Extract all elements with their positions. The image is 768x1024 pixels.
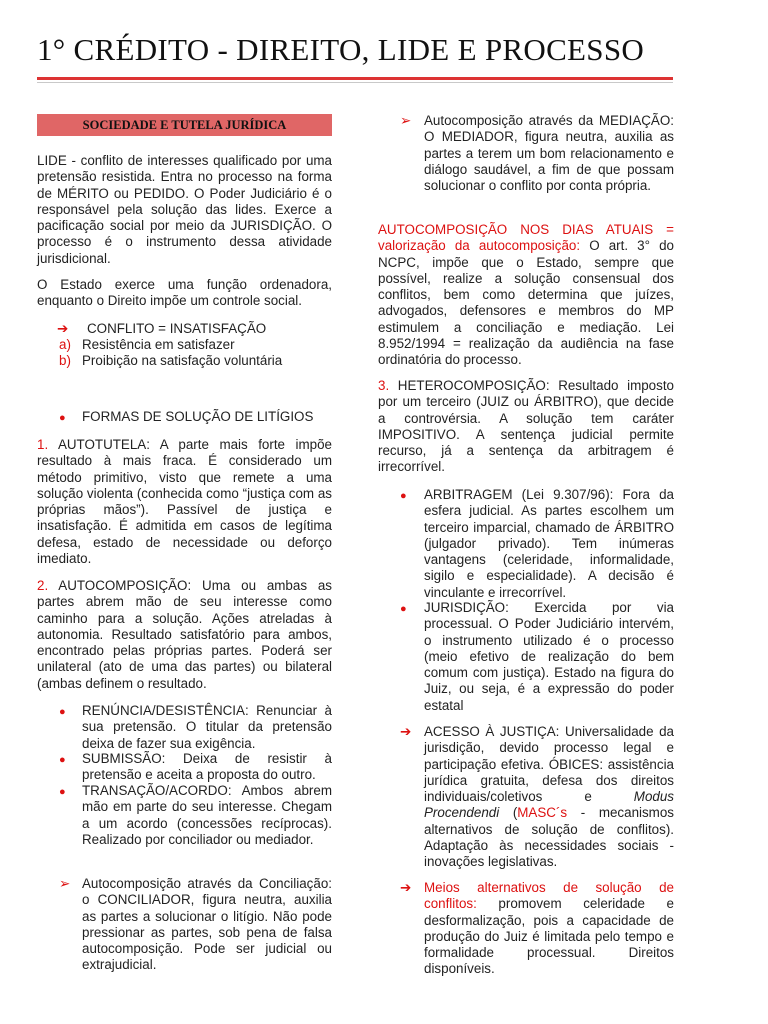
title-underline-red xyxy=(37,77,673,80)
estado-paragraph: O Estado exerce uma função ordenadora, enquanto o Direito impõe um controle social. xyxy=(37,277,332,309)
autocomposicao-atual-paragraph: AUTOCOMPOSIÇÃO NOS DIAS ATUAIS = valorização da autocomposição: O art. 3° do NCPC, impõe que o Estado, sempre que possível, realize a solução consensual dos conflitos, bem como determina que juízes, advogados, defensores e membros do MP estimulem a conciliação e mediação. Lei 8.952/1994 = realização da audiência na fase ordinatória do processo. xyxy=(378,222,674,368)
chevron-arrow-icon: ➢ xyxy=(59,876,71,891)
arrow-icon: ➔ xyxy=(400,880,412,895)
title-underline-gray xyxy=(37,82,673,83)
bullet-icon: ● xyxy=(400,490,407,502)
bullet-icon: ● xyxy=(59,412,66,424)
bullet-icon: ● xyxy=(59,786,66,798)
chevron-arrow-icon: ➢ xyxy=(400,113,412,128)
bullet-icon: ● xyxy=(59,706,66,718)
bullet-icon: ● xyxy=(400,603,407,615)
lide-paragraph: LIDE - conflito de interesses qualificado por uma pretensão resistida. Entra no processo na forma de MÉRITO ou PEDIDO. O Poder Judiciário é o responsável pela solução das lides. Exerce a pacificação social por meio da JURISDIÇÃO. O processo é o instrumento dessa atividade jurisdicional. xyxy=(37,153,332,266)
autocomposicao-paragraph: 2. AUTOCOMPOSIÇÃO: Uma ou ambas as partes abrem mão de seu interesse como caminho para a solução. Ações atreladas à autonomia. Resultado satisfatório para ambos, encontrado pelas próprias partes. Poderá ser unilateral (ato de uma das partes) ou bilateral (ambas definem o resultado. xyxy=(37,578,332,691)
page-title: 1° CRÉDITO - DIREITO, LIDE E PROCESSO xyxy=(37,32,645,67)
autotutela-paragraph: 1. AUTOTUTELA: A parte mais forte impõe resultado à mais fraca. É considerado um método primitivo, visto que remete a uma solução violenta (conhecida como “justiça com as próprias mãos”). Passível de justiça e insatisfação. É admitida em casos de legítima defesa, estado de necessidade ou deforço imediato. xyxy=(37,437,332,567)
arrow-icon: ➔ xyxy=(57,321,69,336)
bullet-icon: ● xyxy=(59,754,66,766)
heterocomposicao-paragraph: 3. HETEROCOMPOSIÇÃO: Resultado imposto por um terceiro (JUIZ ou ÁRBITRO), que decide a controvérsia. A solução tem caráter IMPOSITIVO. A sentença judicial permite recurso, já a sentença da arbitragem é irrecorrível. xyxy=(378,378,674,475)
section-banner: SOCIEDADE E TUTELA JURÍDICA xyxy=(37,114,332,136)
arrow-icon: ➔ xyxy=(400,724,412,739)
